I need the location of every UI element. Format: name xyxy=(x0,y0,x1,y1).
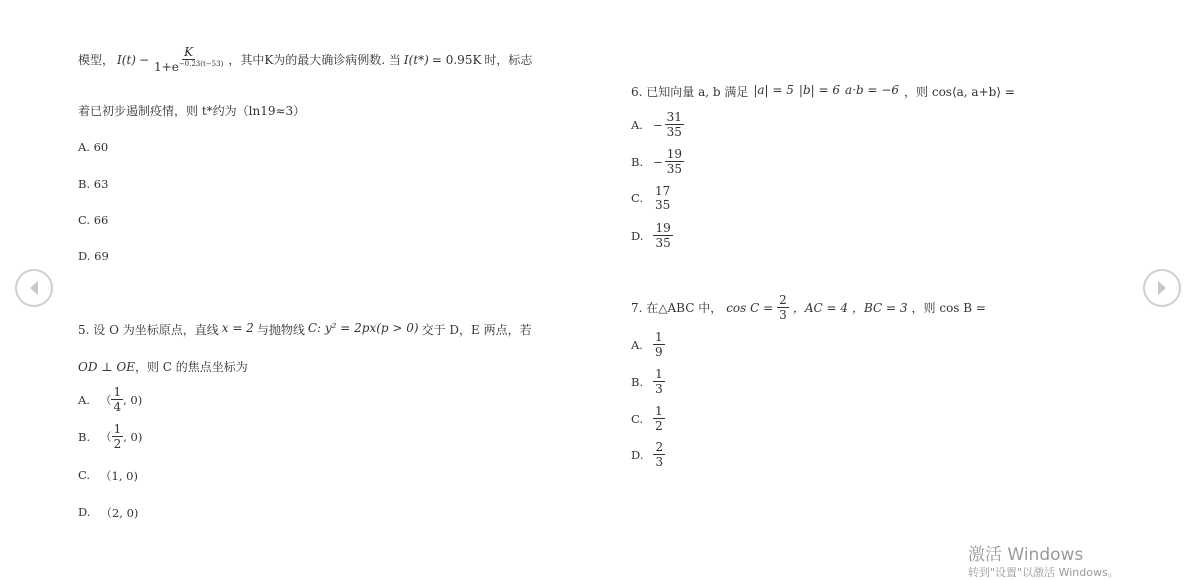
q7-option-a[interactable] xyxy=(631,331,665,358)
q5-option-b-fraction xyxy=(112,423,124,450)
next-page-button[interactable] xyxy=(1143,269,1181,307)
q6-stem xyxy=(631,83,1015,100)
q4-fraction-numerator: K xyxy=(184,45,194,59)
q4-line1 xyxy=(78,46,532,73)
q4-function-I-tstar: I(t*) xyxy=(403,52,429,67)
q7-option-a-fraction xyxy=(653,331,665,358)
q7-option-c-label: C. xyxy=(631,411,644,426)
q7-option-a-den: 9 xyxy=(654,345,663,359)
q6-option-c-fraction xyxy=(653,185,672,211)
q7-cos-num: 2 xyxy=(779,293,787,307)
q5-option-c-label: C. xyxy=(78,468,91,482)
q6-option-b-den: 35 xyxy=(666,162,683,176)
q4-option-b[interactable]: B. 63 xyxy=(78,177,109,191)
q7-question: ，则 cos B = xyxy=(911,301,986,315)
q6-option-d-num: 19 xyxy=(655,221,671,235)
q4-fraction-exponent: −0.23(t−53) xyxy=(178,60,224,68)
q6-option-a-num: 31 xyxy=(666,110,682,124)
chevron-left-icon xyxy=(27,280,41,296)
q7-option-b-den: 3 xyxy=(655,382,663,396)
q6-question: ，则 cos⟨a, a+b⟩ = xyxy=(904,85,1015,99)
q7-cos-fraction xyxy=(777,294,789,321)
q5-option-d-label: D. xyxy=(78,505,91,519)
q7-option-a-num: 1 xyxy=(654,330,663,344)
q7-side-bc: ，BC = 3 xyxy=(851,301,908,315)
q6-option-c-label: C. xyxy=(631,191,644,205)
q4-line2: 着已初步遏制疫情，则 t*约为（ln19≈3） xyxy=(78,104,306,118)
q4-fraction-base: 1+e xyxy=(154,60,179,74)
q7-prefix: 7. 在△ABC 中， xyxy=(631,301,723,315)
q6-option-d[interactable] xyxy=(631,222,673,249)
q6-option-b-num: 19 xyxy=(666,147,683,161)
q6-magnitude-a: |a| = 5 xyxy=(753,83,794,97)
q6-option-b-sign: − xyxy=(653,154,663,169)
q6-option-c-num: 17 xyxy=(655,184,671,198)
q5-perpendicular-condition: OD ⊥ OE xyxy=(78,360,135,374)
q5-option-a-num: 1 xyxy=(113,385,122,399)
q6-prefix: 6. 已知向量 a, b 满足 xyxy=(631,85,749,99)
q7-option-c[interactable] xyxy=(631,405,665,432)
q5-option-b[interactable] xyxy=(78,423,142,450)
q5-option-a[interactable] xyxy=(78,386,142,413)
q6-dot-product: a·b = −6 xyxy=(845,83,900,97)
q5-option-a-label: A. xyxy=(78,392,90,407)
q6-option-a-label: A. xyxy=(631,117,643,132)
q7-cos-den: 3 xyxy=(779,308,787,322)
q5-option-b-label: B. xyxy=(78,429,91,444)
q5-middle: 与抛物线 xyxy=(256,323,305,337)
q6-option-c[interactable] xyxy=(631,185,672,211)
q7-option-b-fraction xyxy=(653,368,665,395)
q5-line-equation: x = 2 xyxy=(221,321,254,335)
q7-option-c-fraction xyxy=(653,405,665,432)
q5-option-a-den: 4 xyxy=(113,400,122,414)
prev-page-button[interactable] xyxy=(15,269,53,307)
q6-option-a-sign: − xyxy=(652,117,663,132)
q5-prefix: 5. 设 O 为坐标原点，直线 xyxy=(78,323,219,337)
q4-equation: = 0.95K xyxy=(431,52,482,67)
q5-option-c-text: （1, 0) xyxy=(100,469,138,483)
q5-option-b-den: 2 xyxy=(113,437,122,451)
q7-cos-c: cos C = xyxy=(726,300,774,315)
q4-line1-end: 时，标志 xyxy=(484,53,533,67)
q5-option-a-fraction xyxy=(111,386,123,413)
q6-magnitude-b: |b| = 6 xyxy=(798,83,841,97)
q7-option-c-num: 1 xyxy=(655,404,663,418)
q5-parabola-equation: C: y² = 2px(p > 0) xyxy=(307,321,419,335)
q6-option-a-fraction xyxy=(665,111,684,138)
q7-option-b[interactable] xyxy=(631,368,665,395)
q7-option-d-fraction xyxy=(653,441,665,468)
q7-option-d[interactable] xyxy=(631,441,665,468)
q7-option-d-num: 2 xyxy=(655,440,664,454)
q6-option-b-label: B. xyxy=(631,154,644,169)
q6-option-a[interactable] xyxy=(631,111,684,138)
q5-option-b-paren: （ xyxy=(100,429,112,444)
q5-option-d[interactable] xyxy=(78,505,138,521)
q7-option-d-label: D. xyxy=(631,447,644,462)
q6-option-d-fraction xyxy=(653,222,672,249)
q4-line1-prefix: 模型， xyxy=(78,53,115,67)
q4-minus-sign: − xyxy=(138,52,150,67)
q7-option-d-den: 3 xyxy=(655,455,664,469)
q5-line1-end: 交于 D，E 两点，若 xyxy=(421,323,532,337)
q4-line1-middle: ，其中K为的最大确诊病例数. 当 xyxy=(228,53,401,67)
q6-option-a-den: 35 xyxy=(666,125,682,139)
activation-watermark-title: 激活 Windows xyxy=(968,545,1084,565)
chevron-right-icon xyxy=(1155,280,1169,296)
q5-option-c[interactable] xyxy=(78,468,138,484)
q6-option-c-den: 35 xyxy=(655,198,671,212)
q7-option-a-label: A. xyxy=(631,337,643,352)
q6-option-b[interactable] xyxy=(631,148,684,175)
q7-stem xyxy=(631,294,986,321)
q6-option-d-label: D. xyxy=(631,228,644,243)
q4-option-d[interactable]: D. 69 xyxy=(78,249,109,263)
q4-logistic-fraction xyxy=(152,46,225,73)
q5-option-b-num: 1 xyxy=(113,422,122,436)
q7-option-b-num: 1 xyxy=(655,367,663,381)
q4-option-a[interactable]: A. 60 xyxy=(78,140,109,154)
q4-function-I: I(t) xyxy=(117,52,136,67)
q4-option-c[interactable]: C. 66 xyxy=(78,213,109,227)
q7-option-b-label: B. xyxy=(631,374,644,389)
q6-option-b-fraction xyxy=(665,148,684,175)
q5-option-b-rest: , 0) xyxy=(123,429,143,444)
q7-side-ac: ，AC = 4 xyxy=(792,301,848,315)
q5-line2-text: ，则 C 的焦点坐标为 xyxy=(134,360,248,374)
activation-watermark-subtitle: 转到"设置"以激活 Windows。 xyxy=(968,566,1119,579)
q5-option-a-rest: , 0) xyxy=(123,392,143,407)
q7-option-c-den: 2 xyxy=(655,419,663,433)
q5-option-a-paren: （ xyxy=(99,392,112,407)
q5-line1 xyxy=(78,321,532,338)
q5-line2 xyxy=(78,358,248,375)
q4-fraction-denominator xyxy=(152,60,225,73)
q6-option-d-den: 35 xyxy=(655,236,671,250)
q5-option-d-text: （2, 0) xyxy=(100,506,139,520)
